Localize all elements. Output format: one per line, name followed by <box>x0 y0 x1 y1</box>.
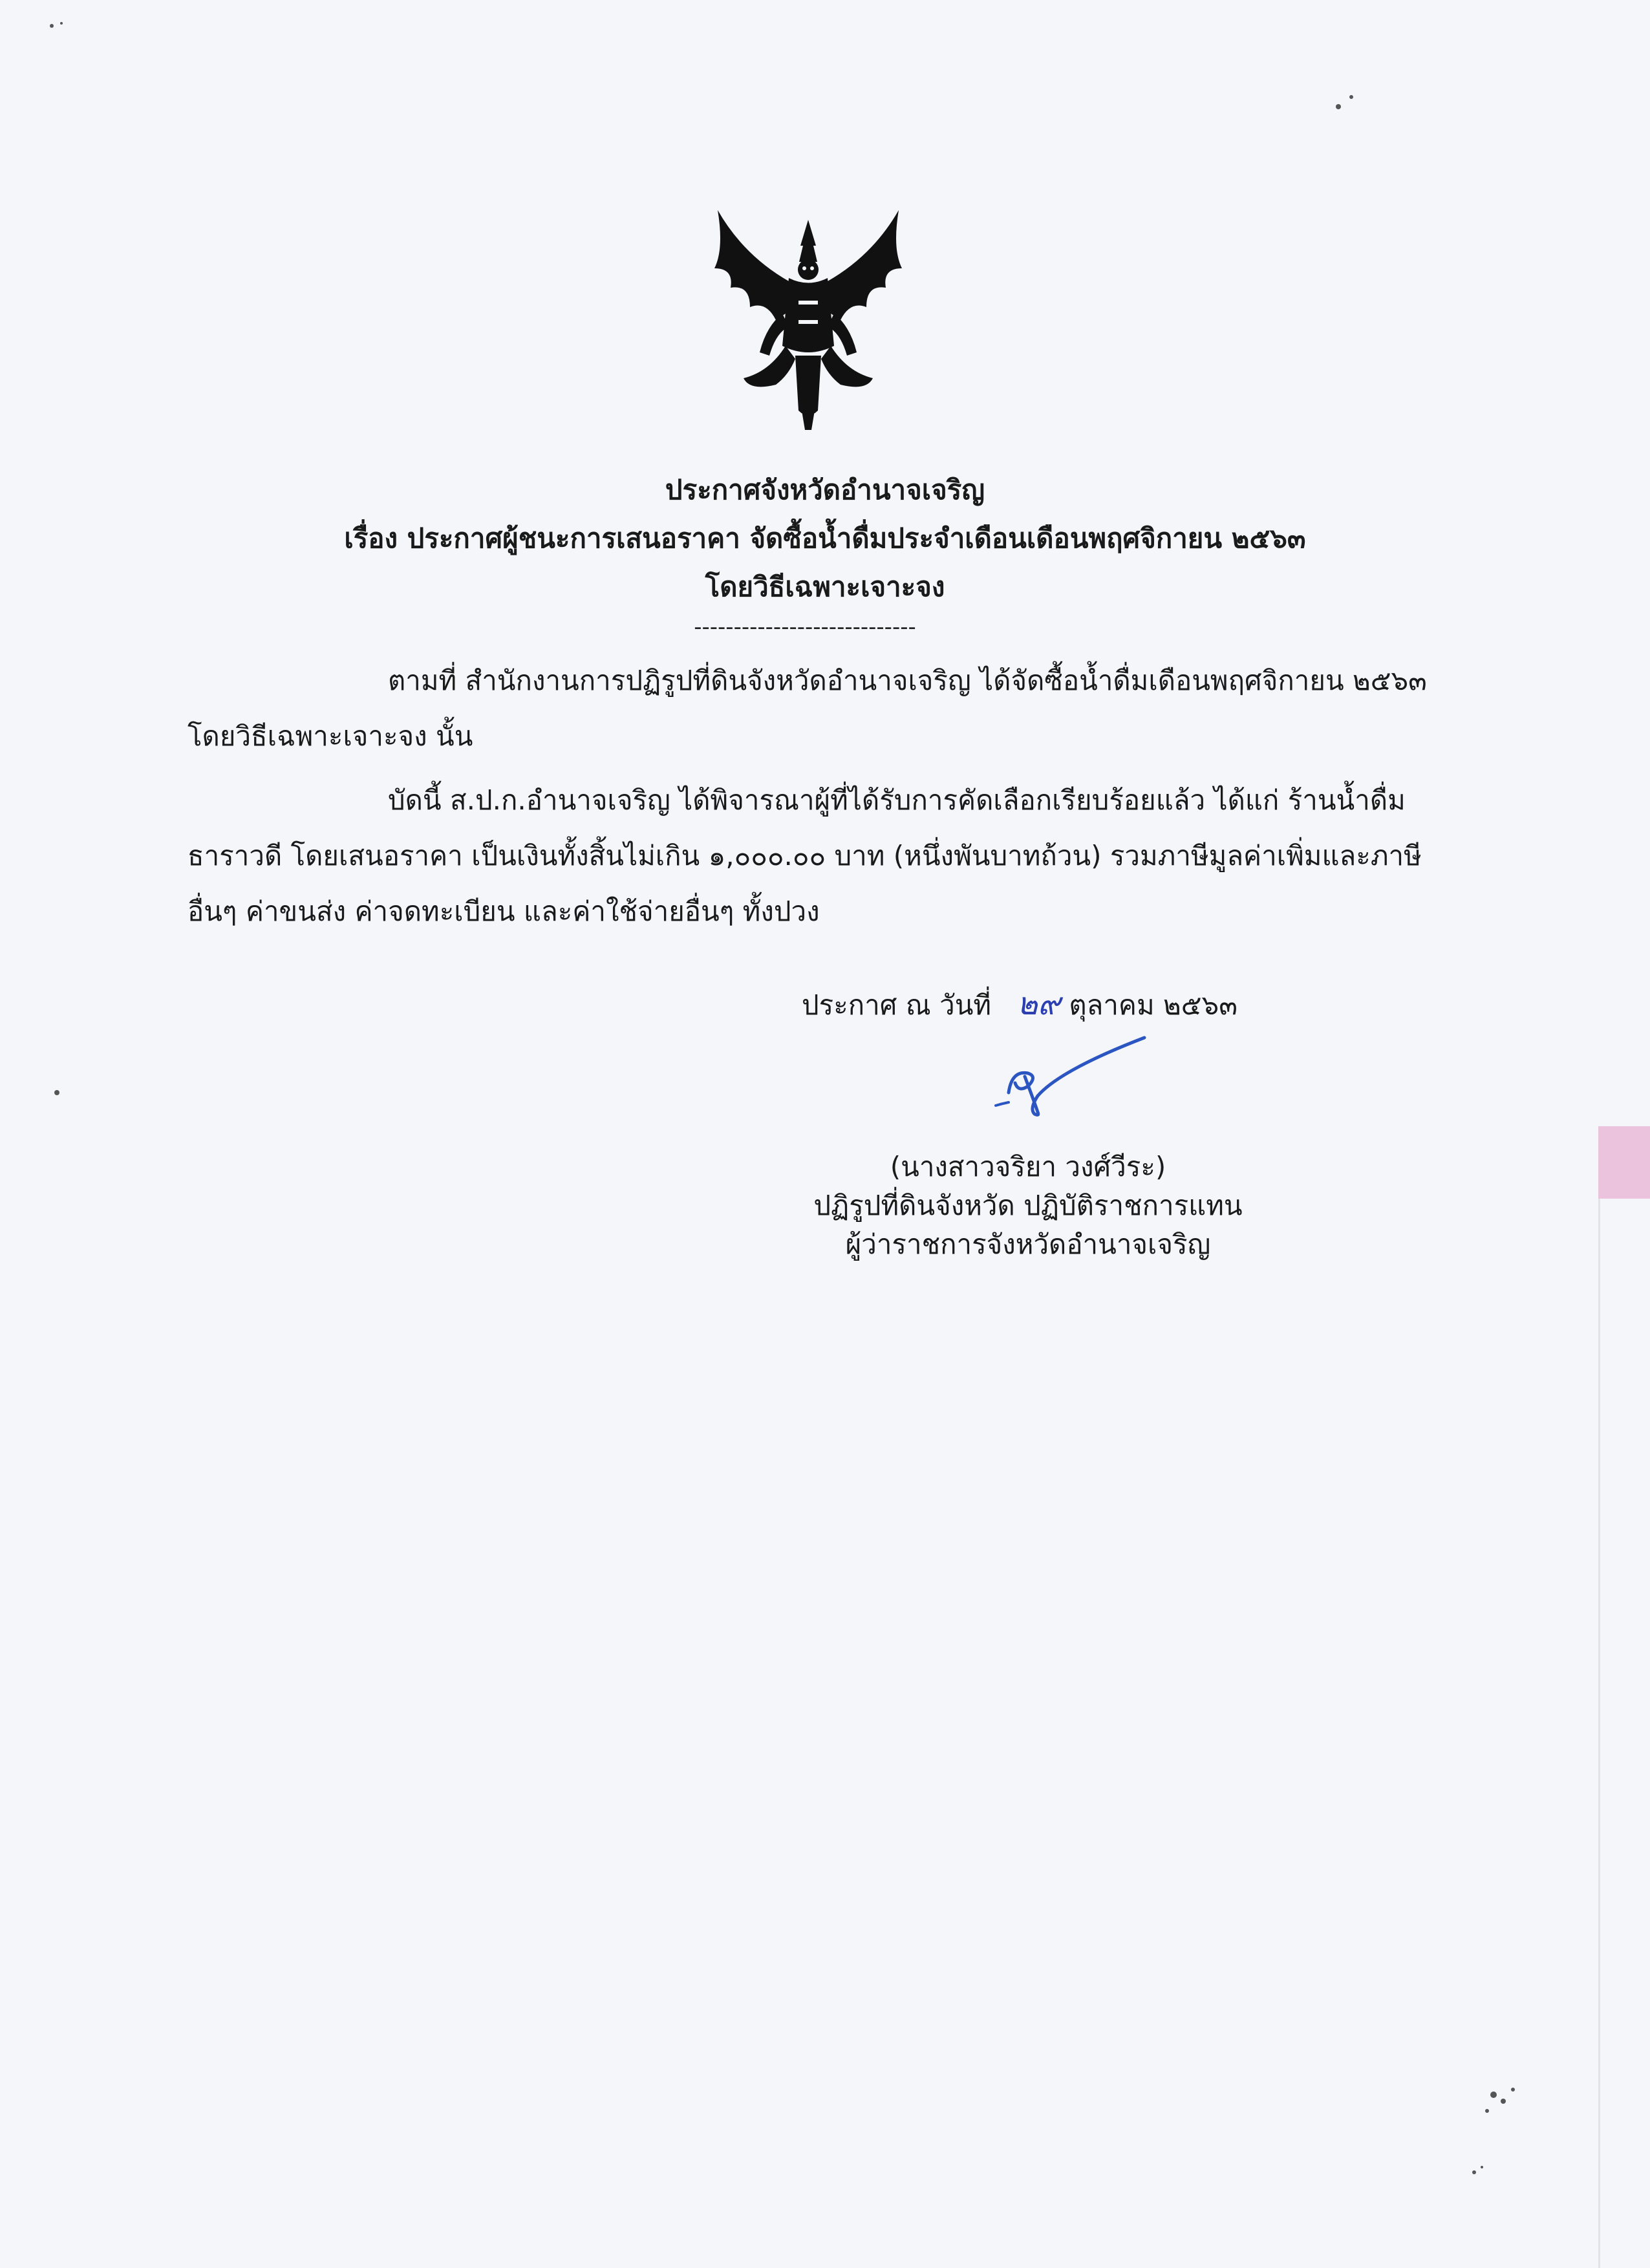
date-prefix: ประกาศ ณ วันที่ <box>802 989 992 1021</box>
announcement-title <box>194 465 1456 611</box>
title-line-3: โดยวิธีเฉพาะเจาะจง <box>705 571 945 603</box>
signer-block <box>776 1148 1280 1264</box>
paragraph-2 <box>188 773 1426 939</box>
title-separator: ---------------------------- <box>694 614 916 640</box>
paragraph-1 <box>188 653 1426 764</box>
paragraph-2-line-2: ธาราวดี โดยเสนอราคา เป็นเงินทั้งสิ้นไม่เกิน ๑,๐๐๐.๐๐ บาท (หนึ่งพันบาทถ้วน) รวมภาษีมูลค่าเพิ่มและภาษี <box>188 840 1422 872</box>
paragraph-2-line-1: บัดนี้ ส.ป.ก.อำนาจเจริญ ได้พิจารณาผู้ที่ได้รับการคัดเลือกเรียบร้อยแล้ว ได้แก่ ร้านน้ำดื่ม <box>388 784 1406 816</box>
paper-edge-line <box>1598 1126 1600 2268</box>
pink-edge-tab <box>1598 1126 1650 1199</box>
date-day-handwritten: ๒๙ <box>1017 986 1060 1022</box>
signer-office: ผู้ว่าราชการจังหวัดอำนาจเจริญ <box>845 1228 1211 1260</box>
signer-position: ปฏิรูปที่ดินจังหวัด ปฏิบัติราชการแทน <box>813 1190 1243 1221</box>
garuda-emblem-icon <box>705 197 912 433</box>
paragraph-1-line-2: โดยวิธีเฉพาะเจาะจง นั้น <box>188 720 473 752</box>
title-line-1: ประกาศจังหวัดอำนาจเจริญ <box>665 474 985 506</box>
title-line-2: เรื่อง ประกาศผู้ชนะการเสนอราคา จัดซื้อน้ำดื่มประจำเดือนเดือนพฤศจิกายน ๒๕๖๓ <box>344 522 1306 554</box>
paragraph-2-line-3: อื่นๆ ค่าขนส่ง ค่าจดทะเบียน และค่าใช้จ่ายอื่นๆ ทั้งปวง <box>188 895 820 927</box>
date-month-year: ตุลาคม ๒๕๖๓ <box>1069 989 1238 1021</box>
signer-name: (นางสาวจริยา วงศ์วีระ) <box>890 1151 1166 1182</box>
handwritten-signature-icon <box>989 1031 1151 1122</box>
announcement-date <box>802 979 1238 1029</box>
paragraph-1-line-1: ตามที่ สำนักงานการปฏิรูปที่ดินจังหวัดอำนาจเจริญ ได้จัดซื้อน้ำดื่มเดือนพฤศจิกายน ๒๕๖๓ <box>388 665 1427 696</box>
